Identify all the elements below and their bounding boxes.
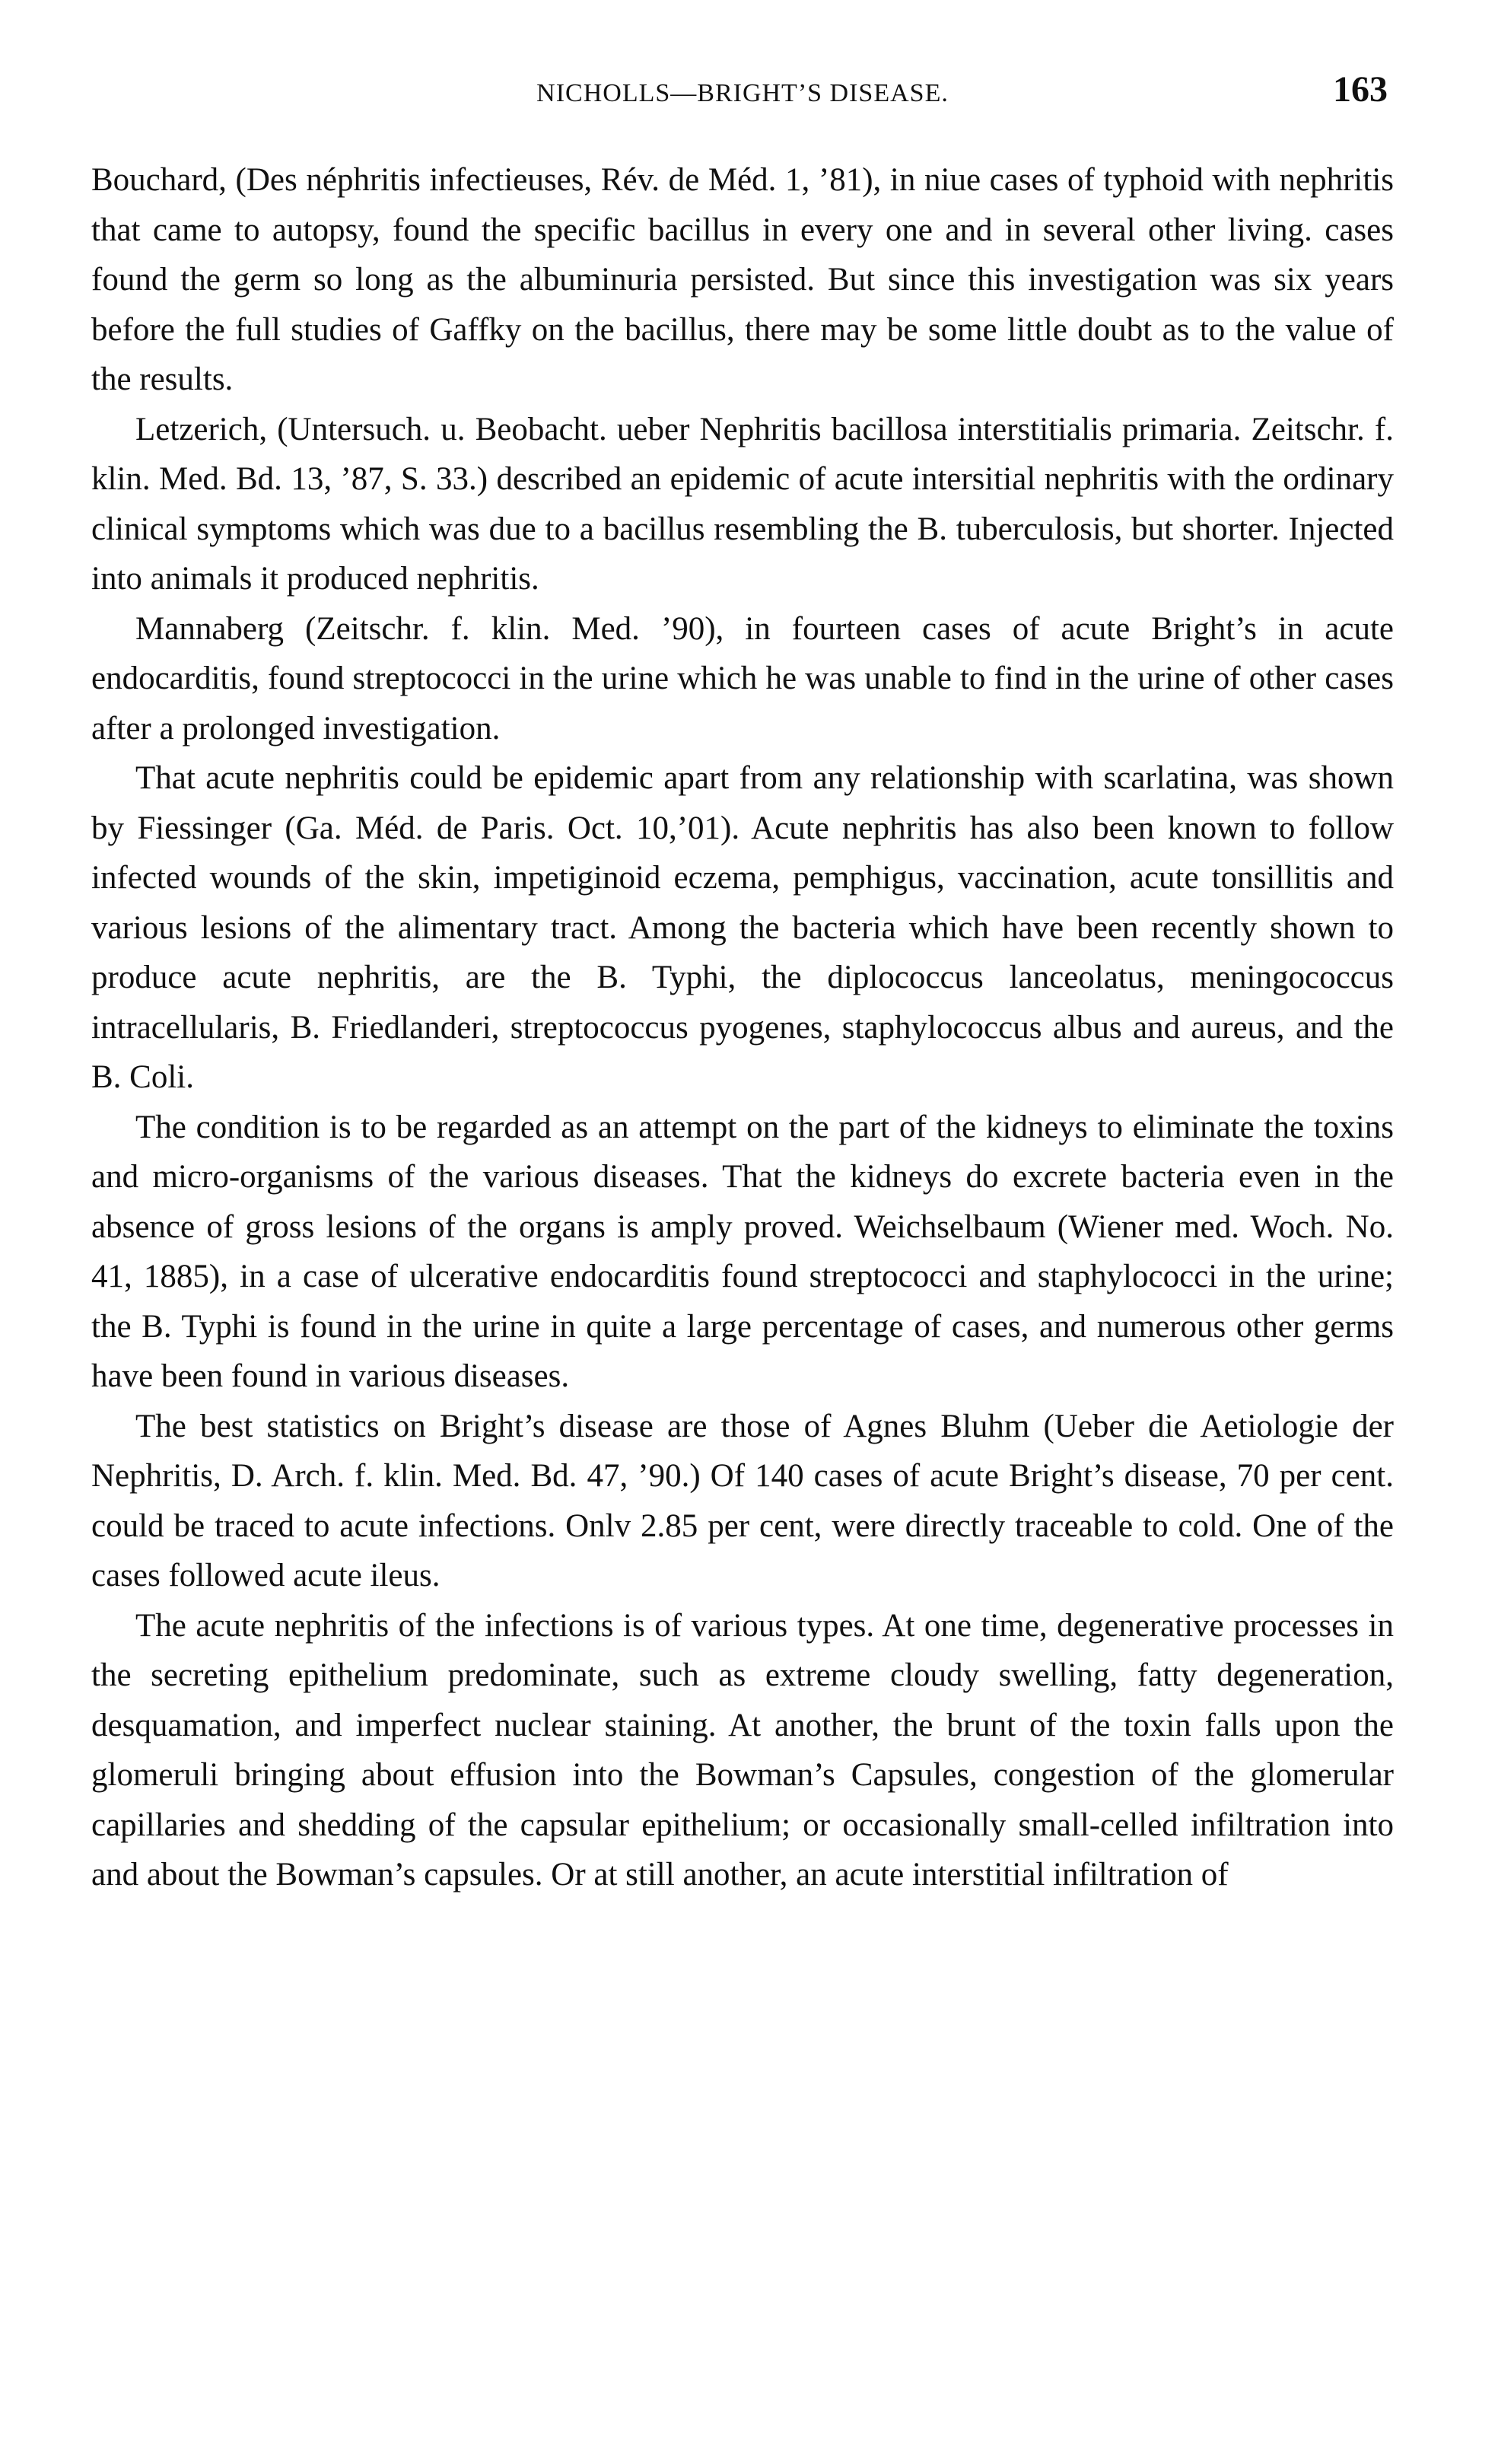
paragraph-epidemic-nephritis: That acute nephritis could be epidemic apart from any relationship with scarlatina, was shown by Fiessinger (Ga. Méd. de Paris. Oct. 10,’01). Acute nephritis has also been known to follow infected wounds of the skin, impetiginoid eczema, pemphigus, vaccination, acute tonsillitis and various lesions of the alimentary tract. Among the bacteria which have been recently shown to produce acute nephritis, are the B. Typhi, the diplococcus lanceolatus, meningococcus intracellularis, B. Friedlanderi, streptococcus pyogenes, staphylococcus albus and aureus, and the B. Coli.	[91, 760, 1394, 1095]
paragraph-statistics: The best statistics on Bright’s disease are those of Agnes Bluhm (Ueber die Aetiologie der Nephritis, D. Arch. f. klin. Med. Bd. 47, ’90.) Of 140 cases of acute Bright’s disease, 70 per cent. could be traced to acute infections. Onlv 2.85 per cent, were directly traceable to cold. One of the cases followed acute ileus.	[91, 1408, 1394, 1593]
page-number: 163	[1333, 69, 1388, 110]
running-head-title: NICHOLLS—BRIGHT’S DISEASE.	[536, 79, 949, 107]
paragraph-condition: The condition is to be regarded as an attempt on the part of the kidneys to eliminate the toxins and micro-organisms of the various diseases. That the kidneys do excrete bacteria even in the absence of gross lesions of the organs is amply proved. Weichselbaum (Wiener med. Woch. No. 41, 1885), in a case of ulcerative endocarditis found streptococci and staphylococci in the urine; the B. Typhi is found in the urine in quite a large percentage of cases, and numerous other germs have been found in various diseases.	[91, 1109, 1394, 1394]
paragraph-letzerich: Letzerich, (Untersuch. u. Beobacht. ueber Nephritis bacillosa interstitialis primaria. Zeitschr. f. klin. Med. Bd. 13, ’87, S. 33.) described an epidemic of acute intersitial nephritis with the ordinary clinical symptoms which was due to a bacillus resembling the B. tuberculosis, but shorter. Injected into animals it produced nephritis.	[91, 411, 1394, 597]
paragraph-bouchard: Bouchard, (Des néphritis infectieuses, Rév. de Méd. 1, ’81), in niue cases of typhoid with nephritis that came to autopsy, found the specific bacillus in every one and in several other living. cases found the germ so long as the albuminuria persisted. But since this investigation was six years before the full studies of Gaffky on the bacillus, there may be some little doubt as to the value of the results.	[91, 162, 1394, 397]
paragraph-mannaberg: Mannaberg (Zeitschr. f. klin. Med. ’90), in fourteen cases of acute Bright’s in acute endocarditis, found streptococci in the urine which he was unable to find in the urine of other cases after a prolonged investigation.	[91, 610, 1394, 747]
body-text	[91, 155, 1394, 1900]
running-head	[91, 68, 1394, 122]
paragraph-acute-nephritis-types: The acute nephritis of the infections is of various types. At one time, degenerative processes in the secreting epithelium predominate, such as extreme cloudy swelling, fatty degeneration, desquamation, and imperfect nuclear staining. At another, the brunt of the toxin falls upon the glomeruli bringing about effusion into the Bowman’s Capsules, congestion of the glomerular capillaries and shedding of the capsular epithelium; or occasionally small-celled infiltration into and about the Bowman’s capsules. Or at still another, an acute interstitial infiltration of	[91, 1607, 1394, 1893]
book-page	[91, 68, 1394, 1900]
